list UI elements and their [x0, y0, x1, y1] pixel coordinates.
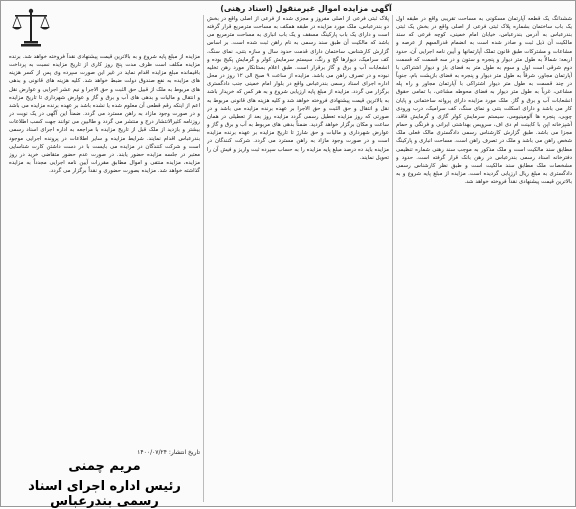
notice-column-left: مزایده از مبلغ پایه شروع و به بالاترین قیمت پیشنهادی نقداً فروخته خواهد شد. برنده مزایده مکلف است ظرف مدت پنج روز کاری از تاریخ مزایده نسبت به پرداخت باقیمانده مبلغ مزایده اقدام نماید در غیر این صورت سپرده وی پس از کسر هزینه های مزایده به نفع صندوق دولت ضبط خواهد شد. کلیه هزینه های قانونی و بدهی های مربوط به ملک از قبیل حق الثبت و حق الاجرا و نیم عشر اجرایی و عوارض نقل و انتقال و مالیات و بدهی های آب و برق و گاز و عوارض شهرداری تا تاریخ مزایده اعم از اینکه رقم قطعی آن معلوم شده یا نشده باشد بر عهده برنده مزایده می باشد و در صورت وجود مازاد به راهن مسترد می گردد. ضمناً این آگهی در یک نوبت در روزنامه کثیرالانتشار درج و منتشر می گردد و طالبین می توانند جهت کسب اطلاعات بیشتر و بازدید از ملک قبل از تاریخ مزایده با مراجعه به اداره اجرای اسناد رسمی بندرعباس اقدام نمایند. شرایط مزایده و سایر اطلاعات در پرونده اجرایی موجود است و شرکت کنندگان در مزایده می بایست با در دست داشتن کارت شناسایی معتبر در جلسه مزایده حضور یابند. در صورت عدم حضور متقاضی خرید در روز مزایده، مزایده منتفی و اموال مطابق مقررات آیین نامه اجرایی مجدداً به مزایده گذاشته خواهد شد. مزایده بصورت حضوری و نقداً برگزار می گردد. [9, 54, 200, 175]
column-divider-left [203, 15, 204, 502]
scales-of-justice-icon [9, 7, 53, 49]
notice-header-title: آگهی مزایده اموال غیرمنقول (اسناد رهنی) [220, 4, 392, 13]
signatory-title: رئیس اداره اجرای اسناد رسمی بندرعباس [28, 479, 181, 509]
column-divider-right [392, 15, 393, 502]
publication-date: تاریخ انتشار: ۱۴۰۰/۰۷/۲۴ [137, 449, 200, 456]
notice-column-right: ششدانگ یک قطعه آپارتمان مسکونی به مساحت تقریبی واقع در طبقه اول یک باب ساختمان بشماره پلاک ثبتی فرعی از اصلی واقع در بخش یک ثبتی بندرعباس به آدرس بندرعباس، خیابان امام خمینی، کوچه فرعی که سند مالکیت آن ذیل ثبت و صادر شده است به انضمام قدرالسهم از عرصه و مشاعات و مشترکات طبق قانون تملک آپارتمانها و آیین نامه اجرایی آن، حدود اربعه: شمالاً به طول متر دیوار و پنجره و ستون و در سه قسمت که قسمت دوم شرقی است اول و سوم به طول متر به فضای باز و دیوار اشتراکی با آپارتمان مجاور، شرقاً به طول متر دیوار و پنجره به فضای بازپشت بام، جنوباً در چند قسمت به طول متر دیوار اشتراکی با آپارتمان مجاور و راه پله مشاعی، غرباً به طول متر دیوار به فضای محوطه مشاعی، با تمامی حقوق انشعابات آب و برق و گاز. ملک مورد مزایده دارای پروانه ساختمانی و پایان کار می باشد و دارای اسکلت بتنی و نمای سنگ، کف سرامیک، درب ورودی چوبی، پنجره ها آلومینیومی، سیستم سرمایش کولر گازی و گرمایش فاقد، آشپزخانه اپن با کابینت ام دی اف، سرویس بهداشتی ایرانی و فرنگی و حمام مجزا می باشد. طبق گزارش کارشناس رسمی دادگستری مالک فعلی ملک شخص راهن می باشد و ملک در تصرف راهن است. مساحت انباری و پارکینگ مطابق سند مالکیت است و ملک مذکور به موجب سند رهنی شماره تنظیمی دفترخانه اسناد رسمی بندرعباس در رهن بانک قرار گرفته است. حدود و مشخصات ملک مطابق سند مالکیت است و طبق نظر کارشناس رسمی دادگستری به مبلغ ریال ارزیابی گردیده است. مزایده از مبلغ پایه شروع و به بالاترین قیمت پیشنهادی نقداً فروخته خواهد شد. [396, 16, 572, 186]
signatory-name: مریم چمنی [68, 459, 141, 474]
notice-column-middle: پلاک ثبتی فرعی از اصلی مفروز و مجزی شده از فرعی از اصلی واقع در بخش دو بندرعباس، ملک مورد مزایده در طبقه همکف به مساحت مترمربع قرار گرفته است و دارای یک باب پارکینگ مسقف و یک باب انباری به مساحت مترمربع می باشد که مالکیت آن طبق سند رسمی به نام راهن ثبت شده است. بر اساس گزارش کارشناس، ساختمان دارای قدمت حدود سال و سازه بتنی، نمای سنگ، کف سرامیک، دیوارها گچ و رنگ، سیستم سرمایش کولر و گرمایش پکیج بوده و انشعابات آب و برق و گاز برقرار است. طبق اعلام بستانکار مورد رهن تخلیه نبوده و در تصرف راهن می باشد. مزایده از ساعت ۹ صبح الی ۱۲ روز در محل اداره اجرای اسناد رسمی بندرعباس واقع در بلوار امام خمینی جنب دادگستری برگزار می گردد. مزایده از مبلغ پایه ارزیابی شروع و به هر کس که خریدار باشد به بالاترین قیمت پیشنهادی فروخته خواهد شد و کلیه هزینه های قانونی مربوط به نقل و انتقال و حق الثبت و حق الاجرا بر عهده برنده مزایده می باشد و در صورتی که روز مزایده تعطیل رسمی گردد مزایده روز بعد از تعطیلی در همان ساعت و مکان برگزار خواهد گردید. ضمناً بدهی های مربوط به آب و برق و گاز و عوارض شهرداری و مالیات و حق شارژ تا تاریخ مزایده بر عهده برنده مزایده است و در صورت وجود مازاد به راهن مسترد می گردد. شرکت کنندگان در مزایده باید ده درصد مبلغ پایه مزایده را به حساب سپرده ثبت واریز و فیش آن را تحویل نمایند. [207, 16, 389, 161]
